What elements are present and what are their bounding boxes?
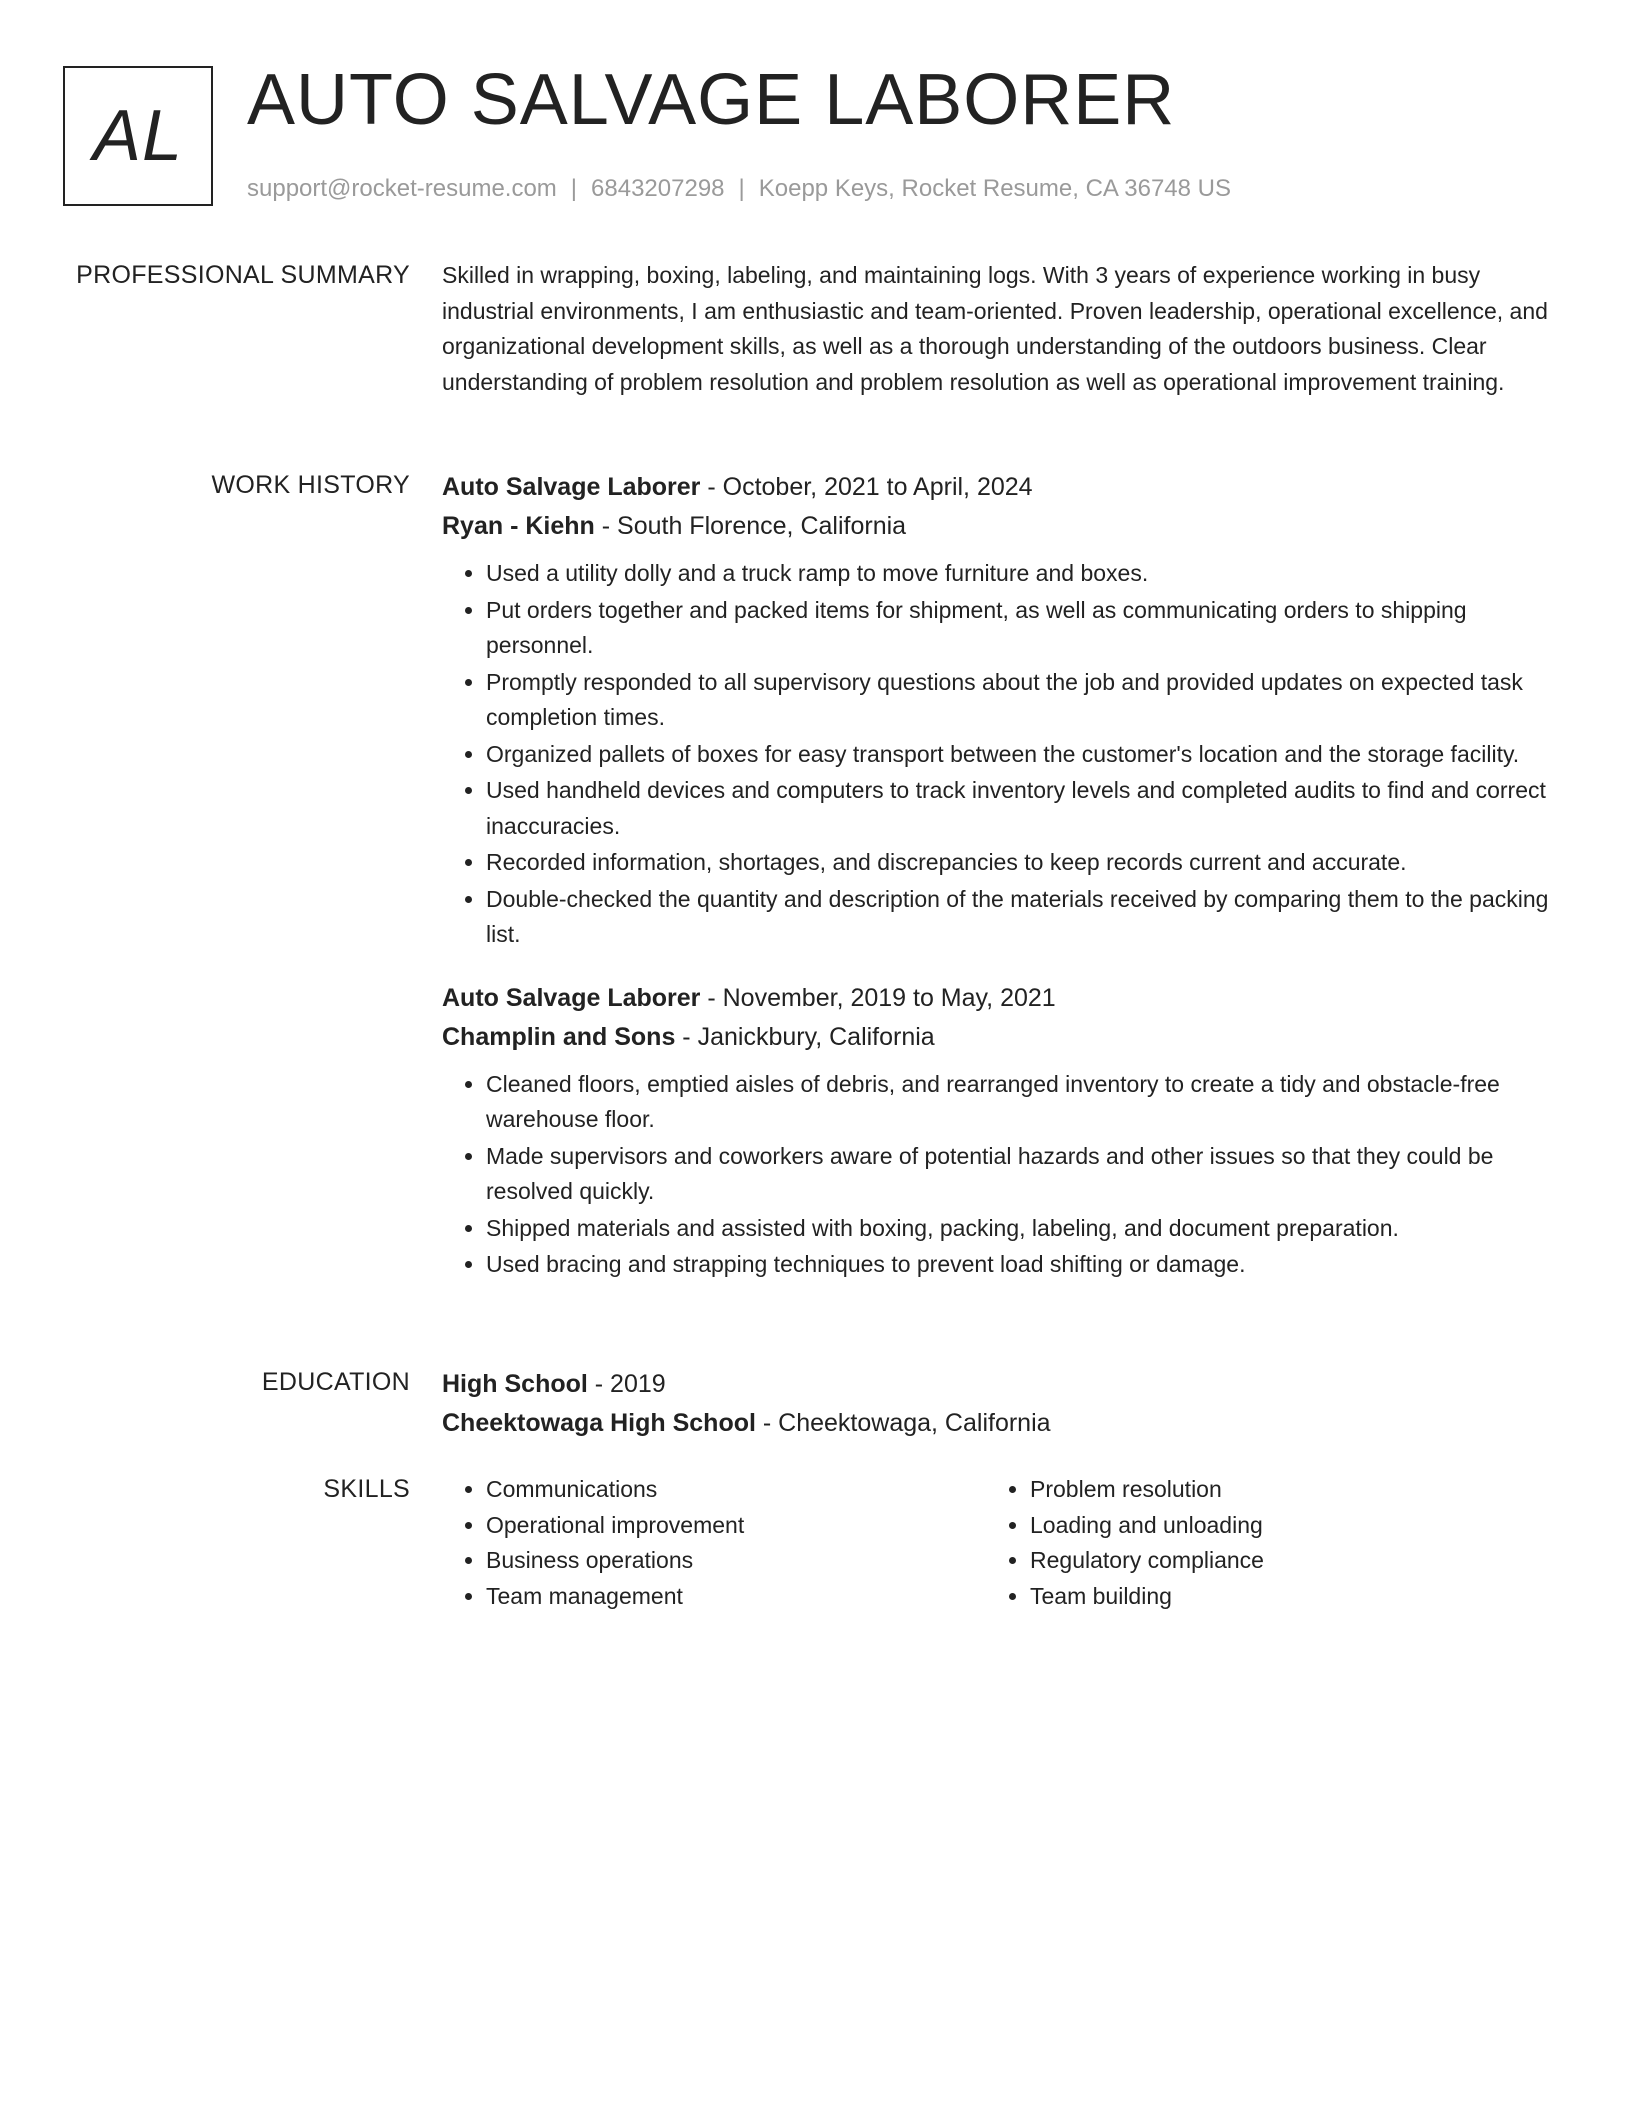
summary-title: PROFESSIONAL SUMMARY (76, 261, 410, 289)
job-entry (442, 979, 1550, 1283)
job-location: - Janickbury, California (675, 1022, 935, 1051)
skill-item: • Team building (1030, 1579, 1530, 1615)
job-bullet: • Promptly responded to all supervisory questions about the job and provided updates on expected task completion times. (486, 665, 1550, 736)
job-dates: - October, 2021 to April, 2024 (700, 473, 1033, 501)
skill-item: • Problem resolution (1030, 1472, 1530, 1508)
job-company: Ryan - Kiehn (442, 512, 595, 540)
job-bullet: • Recorded information, shortages, and discrepancies to keep records current and accurate. (486, 845, 1550, 881)
contact-separator: | (570, 175, 578, 202)
skill-item: • Loading and unloading (1030, 1508, 1530, 1544)
monogram-initials: AL (92, 96, 184, 176)
skill-item: • Team management (486, 1579, 986, 1615)
job-company: Champlin and Sons (442, 1022, 676, 1051)
job-company-line (442, 1018, 1550, 1057)
job-entry (442, 468, 1550, 953)
education-degree-line (442, 1365, 1550, 1404)
candidate-name: AUTO SALVAGE LABORER (247, 60, 1176, 140)
job-bullet: • Used a utility dolly and a truck ramp to move furniture and boxes. (486, 556, 1550, 592)
contact-phone: 6843207298 (591, 175, 725, 202)
summary-body (442, 258, 1550, 400)
job-dates: - November, 2019 to May, 2021 (700, 983, 1056, 1012)
job-bullet: • Used bracing and strapping techniques to prevent load shifting or damage. (486, 1247, 1550, 1283)
education-school-line (442, 1404, 1550, 1443)
education-year: - 2019 (587, 1370, 666, 1398)
job-bullets (442, 556, 1550, 953)
skills-body (442, 1472, 1550, 1614)
monogram-box (63, 66, 213, 206)
job-bullet: • Put orders together and packed items for shipment, as well as communicating orders to shipping personnel. (486, 593, 1550, 664)
job-company-line (442, 507, 1550, 546)
skills-grid (442, 1472, 1550, 1614)
job-position: Auto Salvage Laborer (442, 473, 701, 501)
skills-title: SKILLS (323, 1475, 410, 1503)
job-bullet: • Organized pallets of boxes for easy transport between the customer's location and the storage facility. (486, 737, 1550, 773)
job-title-line (442, 979, 1550, 1018)
contact-line (247, 172, 1231, 206)
education-title: EDUCATION (261, 1368, 410, 1396)
education-degree: High School (442, 1370, 588, 1398)
job-bullet: • Used handheld devices and computers to track inventory levels and completed audits to find and correct inaccuracies. (486, 773, 1550, 844)
job-bullet: • Double-checked the quantity and description of the materials received by comparing them to the packing list. (486, 882, 1550, 953)
summary-text: Skilled in wrapping, boxing, labeling, and maintaining logs. With 3 years of experience working in busy industrial environments, I am enthusiastic and team-oriented. Proven leadership, operational excellence, and organizational development skills, as well as a thorough understanding of the outdoors business. Clear understanding of problem resolution and problem resolution as well as operational improvement training. (442, 262, 1548, 395)
job-bullet: • Shipped materials and assisted with boxing, packing, labeling, and document preparation. (486, 1211, 1550, 1247)
skill-item: • Operational improvement (486, 1508, 986, 1544)
job-bullets (442, 1067, 1550, 1283)
job-position: Auto Salvage Laborer (442, 983, 701, 1012)
job-bullet: • Cleaned floors, emptied aisles of debris, and rearranged inventory to create a tidy and obstacle-free warehouse floor. (486, 1067, 1550, 1138)
work-history-title: WORK HISTORY (211, 471, 410, 499)
skill-item: • Business operations (486, 1543, 986, 1579)
job-title-line (442, 468, 1550, 507)
work-history-body (442, 468, 1550, 1284)
skills-column-left (442, 1472, 986, 1614)
job-location: - South Florence, California (594, 512, 907, 540)
education-location: - Cheektowaga, California (755, 1409, 1051, 1437)
education-body (442, 1365, 1550, 1443)
skills-column-right (986, 1472, 1530, 1614)
contact-address: Koepp Keys, Rocket Resume, CA 36748 US (758, 175, 1232, 202)
education-school: Cheektowaga High School (442, 1409, 756, 1437)
contact-separator: | (738, 175, 745, 202)
skill-item: • Communications (486, 1472, 986, 1508)
job-bullet: • Made supervisors and coworkers aware of potential hazards and other issues so that they could be resolved quickly. (486, 1139, 1550, 1210)
contact-email: support@rocket-resume.com (247, 175, 557, 202)
skill-item: • Regulatory compliance (1030, 1543, 1530, 1579)
